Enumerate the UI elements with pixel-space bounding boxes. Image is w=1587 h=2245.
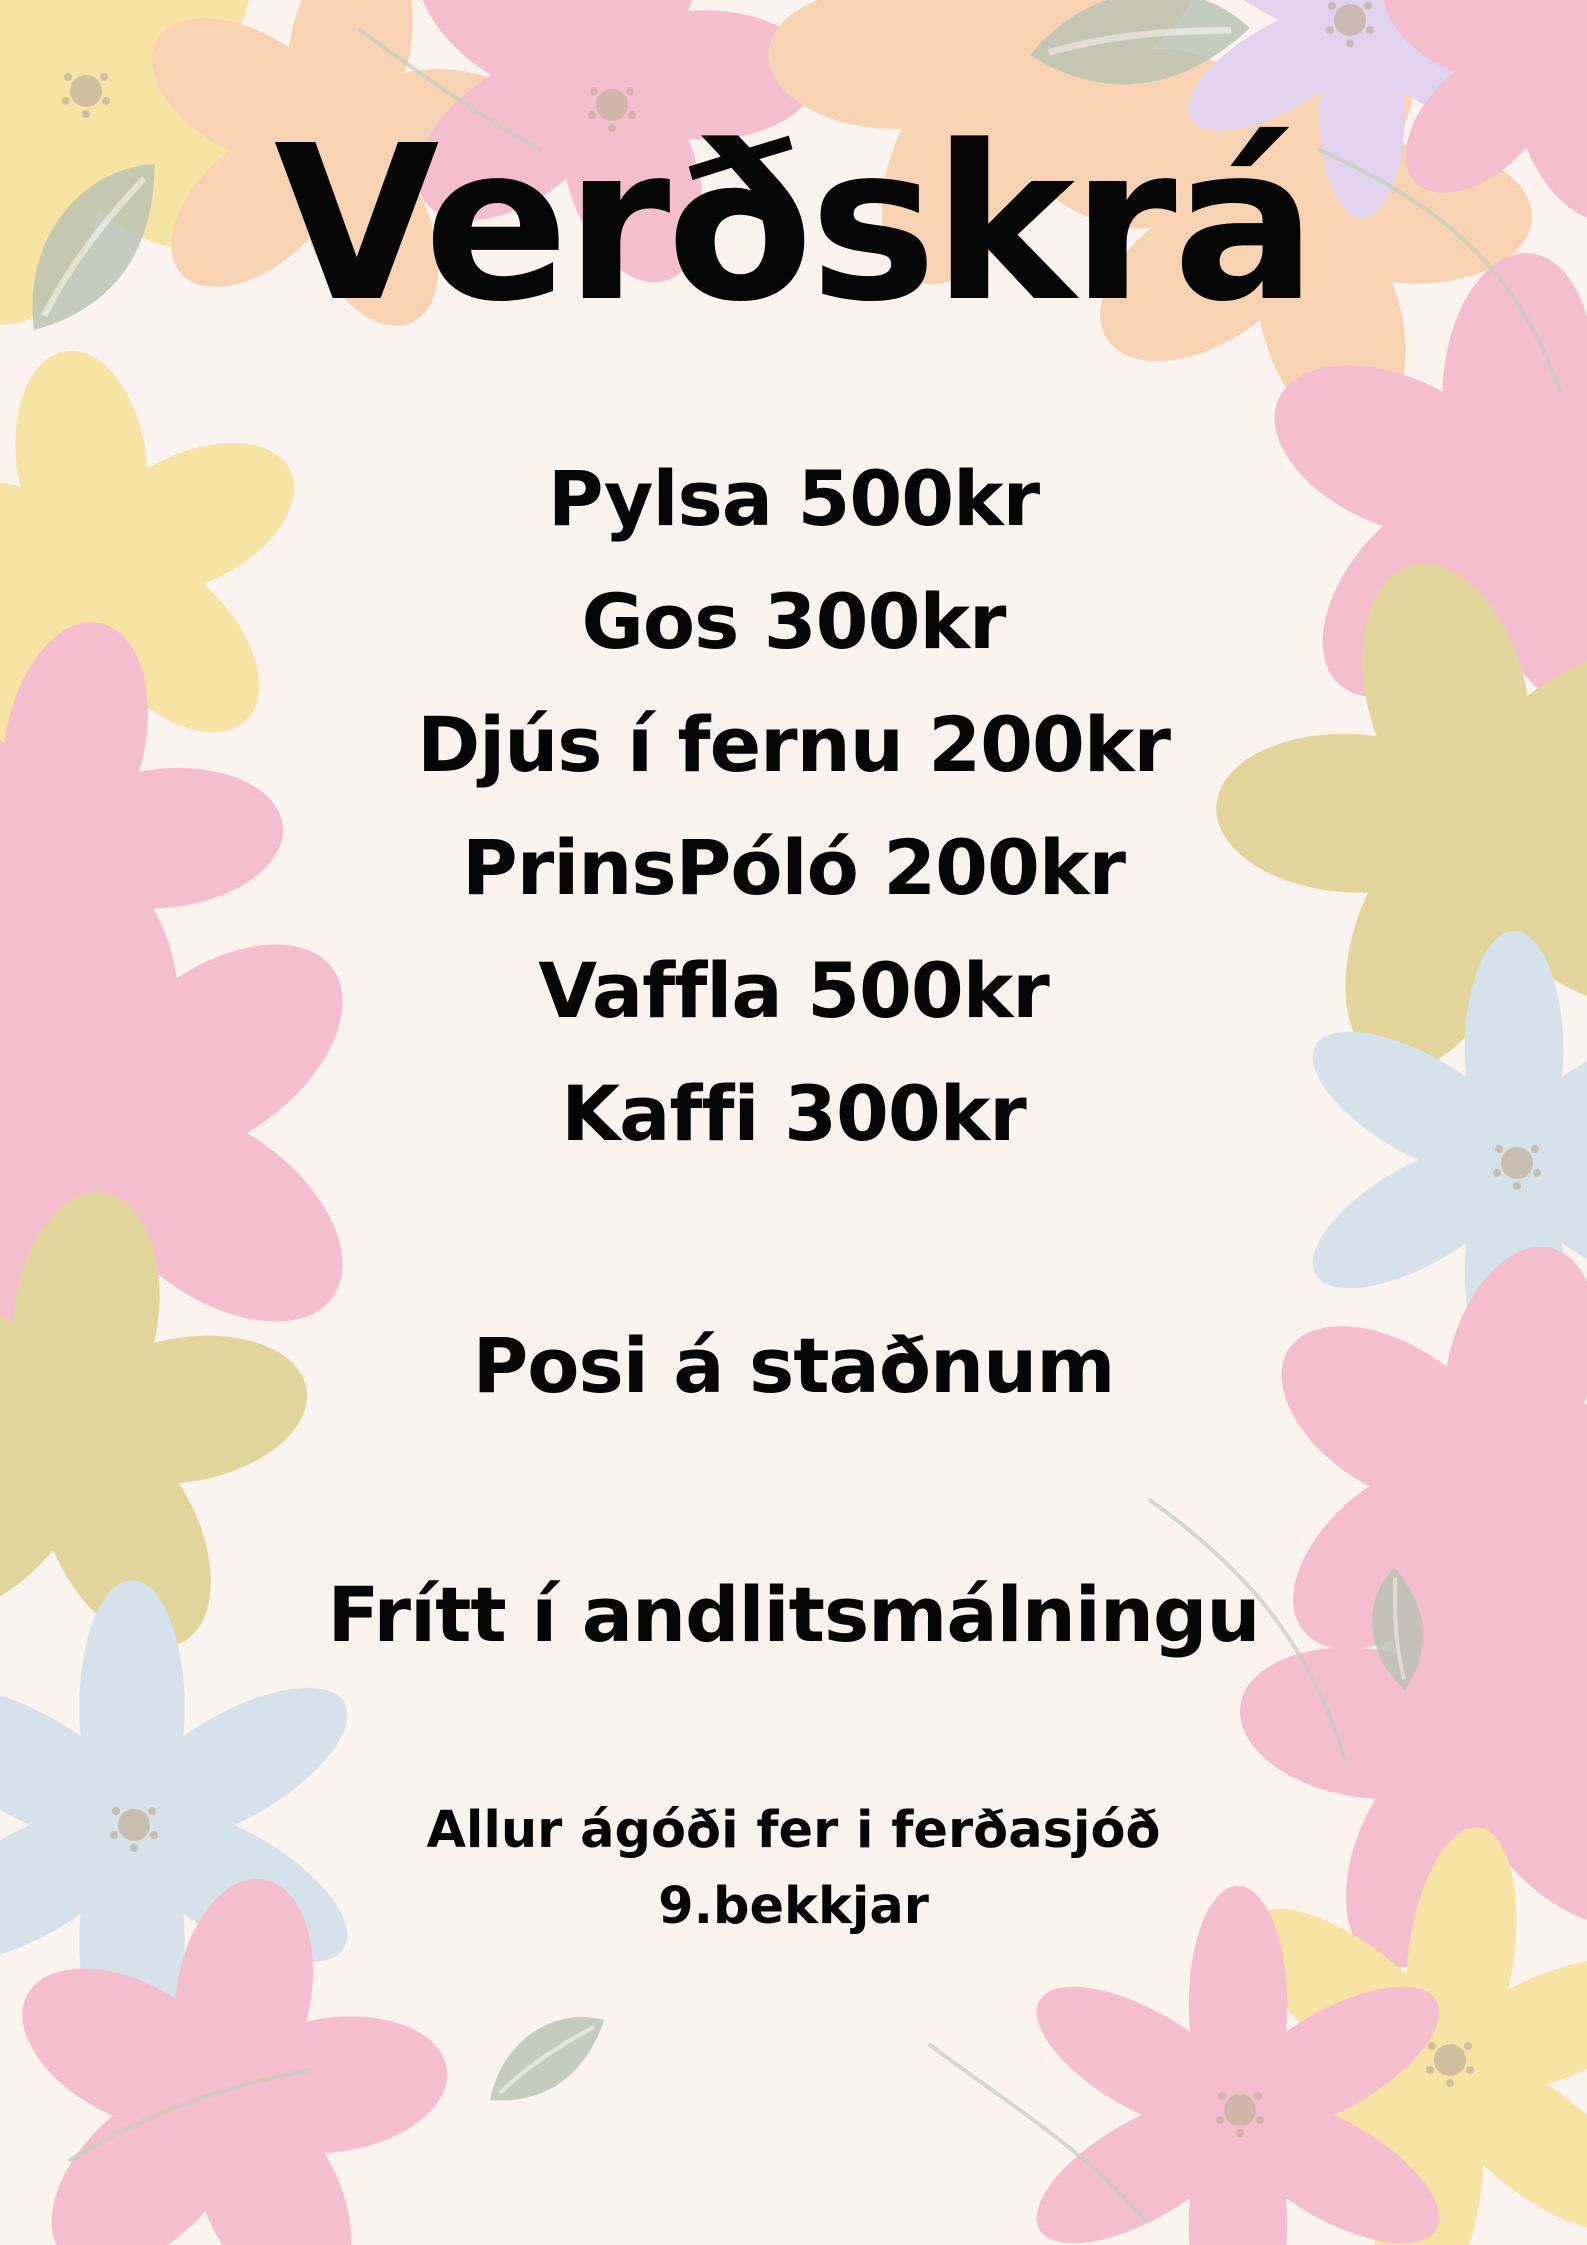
price-list bbox=[0, 437, 1587, 1175]
price-item: Kaffi 300kr bbox=[561, 1069, 1026, 1158]
price-item: PrinsPóló 200kr bbox=[462, 823, 1125, 912]
price-item: Djús í fernu 200kr bbox=[417, 700, 1170, 789]
footer-line-2: 9.bekkjar bbox=[658, 1877, 929, 1936]
price-item: Pylsa 500kr bbox=[547, 454, 1040, 543]
free-face-painting-note: Frítt í andlitsmálningu bbox=[327, 1570, 1260, 1659]
footer-line-1: Allur ágóði fer i ferðasjóð bbox=[426, 1801, 1161, 1860]
price-item: Vaffla 500kr bbox=[538, 946, 1049, 1035]
poster-title: Verðskrá bbox=[273, 100, 1314, 349]
fundraising-footer bbox=[0, 1793, 1587, 1945]
payment-note: Posi á staðnum bbox=[472, 1321, 1115, 1410]
price-item: Gos 300kr bbox=[581, 577, 1006, 666]
